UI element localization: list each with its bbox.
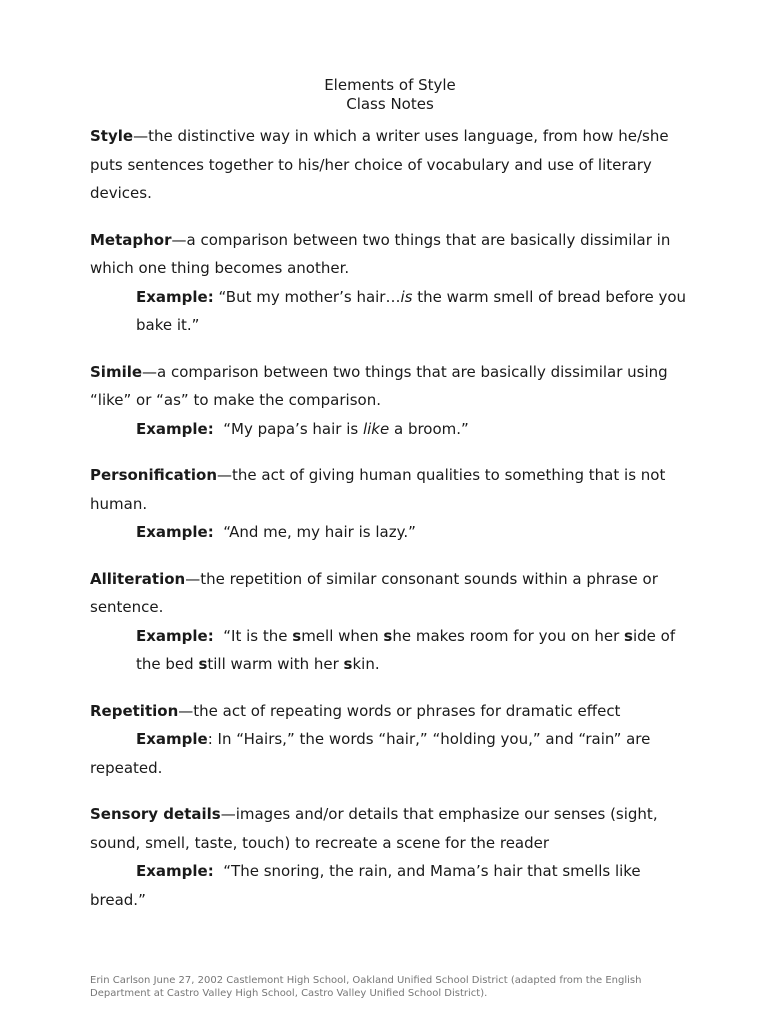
example-text: “The snoring, the rain, and Mama’s hair that smells like bread.”: [90, 862, 646, 909]
definition-repetition: —the act of repeating words or phrases for dramatic effect: [178, 701, 621, 720]
notes-page: [90, 76, 690, 932]
example-emphasis: is: [400, 287, 413, 306]
document-title: [90, 76, 690, 114]
alliteration-letter: s: [624, 626, 633, 645]
entry-style: [90, 122, 690, 208]
entry-personification: [90, 461, 690, 547]
definition-personification: —the act of giving human qualities to something that is not human.: [90, 466, 666, 513]
title-line-1: Elements of Style: [324, 76, 456, 94]
example-text: “My papa’s hair is: [213, 419, 363, 438]
example-label: Example:: [136, 523, 214, 541]
alliteration-letter: s: [343, 655, 353, 673]
term-repetition: Repetition: [90, 701, 179, 720]
title-line-2: Class Notes: [346, 95, 434, 113]
example-sensory-details: [90, 857, 690, 914]
example-text: “And me, my hair is lazy.”: [213, 523, 416, 541]
example-label: Example:: [136, 862, 214, 880]
footer-credit: Erin Carlson June 27, 2002 Castlemont High School, Oakland Unified School District (adapted from the English Department at Castro Valley High School, Castro Valley Unified School District).: [90, 975, 642, 999]
example-label: Example:: [136, 287, 214, 306]
definition-sensory-details: —images and/or details that emphasize our senses (sight, sound, smell, taste, touch) to recreate a scene for the reader: [90, 805, 658, 852]
example-text: he makes room for you on her: [392, 626, 625, 645]
example-text: the warm smell of bread before you bake it.”: [136, 287, 687, 334]
example-label: Example: [136, 730, 208, 748]
example-alliteration: [90, 622, 690, 679]
term-simile: Simile: [90, 362, 143, 381]
example-emphasis: like: [362, 419, 390, 438]
example-text: till warm with her: [207, 655, 344, 673]
example-text: mell when: [301, 626, 384, 645]
entry-simile: [90, 358, 690, 444]
example-text: kin.: [352, 655, 380, 673]
example-metaphor: [90, 283, 690, 340]
example-text: “It is the: [213, 626, 293, 645]
alliteration-letter: s: [292, 626, 302, 645]
term-sensory-details: Sensory details: [90, 805, 221, 823]
term-style: Style: [90, 127, 134, 145]
definition-style: —the distinctive way in which a writer uses language, from how he/she puts sentences together to his/her choice of vocabulary and use of literary devices.: [90, 127, 669, 202]
term-metaphor: Metaphor: [90, 230, 172, 249]
definition-alliteration: —the repetition of similar consonant sounds within a phrase or sentence.: [90, 569, 658, 616]
definition-simile: —a comparison between two things that are basically dissimilar using “like” or “as” to make the comparison.: [90, 362, 668, 409]
example-personification: [90, 518, 690, 547]
example-text: a broom.”: [389, 419, 469, 438]
entry-alliteration: [90, 565, 690, 679]
entry-sensory-details: [90, 800, 690, 914]
definition-metaphor: —a comparison between two things that are basically dissimilar in which one thing becomes another.: [90, 230, 671, 277]
entry-metaphor: [90, 226, 690, 340]
term-personification: Personification: [90, 466, 218, 484]
example-repetition: [90, 725, 690, 782]
example-text: ide of the bed: [136, 626, 676, 673]
example-text: “But my mother’s hair…: [213, 287, 401, 306]
alliteration-letter: s: [198, 655, 208, 673]
example-label: Example:: [136, 626, 214, 645]
entry-repetition: [90, 697, 690, 783]
term-alliteration: Alliteration: [90, 569, 186, 588]
example-simile: [90, 415, 690, 444]
example-text: : In “Hairs,” the words “hair,” “holding you,” and “rain” are repeated.: [90, 730, 651, 777]
alliteration-letter: s: [383, 626, 393, 645]
example-label: Example:: [136, 419, 214, 438]
